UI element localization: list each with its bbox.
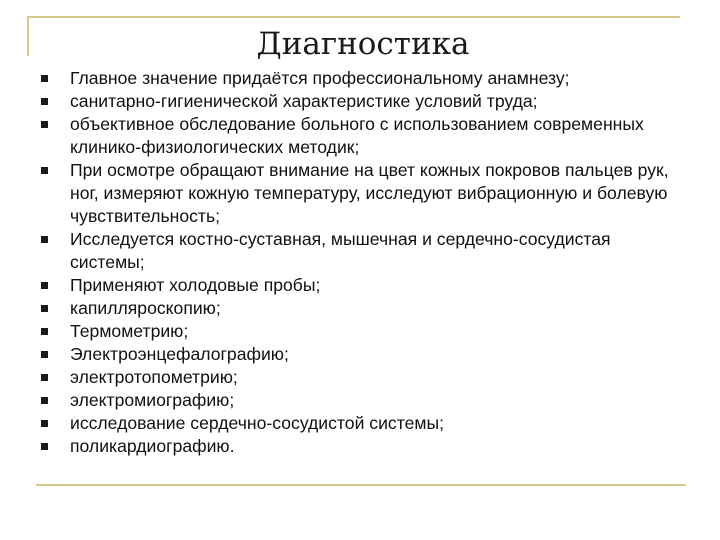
- list-item-text: Исследуется костно-суставная, мышечная и сердечно-сосудистая системы;: [70, 229, 611, 272]
- bullet-icon: [41, 351, 48, 358]
- bullet-icon: [41, 75, 48, 82]
- list-item: [0, 366, 670, 389]
- bullet-icon: [41, 328, 48, 335]
- bullet-icon: [41, 282, 48, 289]
- list-item: [0, 343, 670, 366]
- list-item-text: поликардиографию.: [70, 436, 235, 456]
- bullet-icon: [41, 305, 48, 312]
- list-item: [0, 320, 670, 343]
- list-item-text: Термометрию;: [70, 321, 189, 341]
- list-item-text: Главное значение придаётся профессиональному анамнезу;: [70, 68, 570, 88]
- list-item-text: исследование сердечно-сосудистой системы;: [70, 413, 444, 433]
- list-item: [0, 113, 670, 159]
- list-item: [0, 159, 670, 228]
- slide-title: [0, 26, 720, 62]
- bottom-rule: [36, 484, 686, 486]
- list-item: [0, 90, 670, 113]
- list-item-text: капилляроскопию;: [70, 298, 221, 318]
- bullet-list: [0, 67, 720, 458]
- list-item-text: Применяют холодовые пробы;: [70, 275, 321, 295]
- slide-title-text: Диагностика: [256, 26, 470, 62]
- bullet-icon: [41, 98, 48, 105]
- top-rule: [27, 16, 680, 18]
- bullet-icon: [41, 121, 48, 128]
- list-item-text: санитарно-гигиенической характеристике условий труда;: [70, 91, 538, 111]
- list-item-text: электромиографию;: [70, 390, 235, 410]
- list-item: [0, 228, 670, 274]
- list-item-text: электротопометрию;: [70, 367, 238, 387]
- list-item-text: При осмотре обращают внимание на цвет кожных покровов пальцев рук, ног, измеряют кожную температуру, исследуют вибрационную и болевую чувствительность;: [70, 160, 669, 226]
- list-item: [0, 67, 670, 90]
- list-item: [0, 412, 670, 435]
- list-item-text: Электроэнцефалографию;: [70, 344, 289, 364]
- list-item: [0, 389, 670, 412]
- bullet-icon: [41, 397, 48, 404]
- list-item: [0, 274, 670, 297]
- bullet-icon: [41, 443, 48, 450]
- bullet-icon: [41, 236, 48, 243]
- bullet-icon: [41, 374, 48, 381]
- list-item-text: объективное обследование больного с использованием современных клинико-физиологических методик;: [70, 114, 644, 157]
- list-item: [0, 435, 670, 458]
- list-item: [0, 297, 670, 320]
- bullet-icon: [41, 167, 48, 174]
- bullet-icon: [41, 420, 48, 427]
